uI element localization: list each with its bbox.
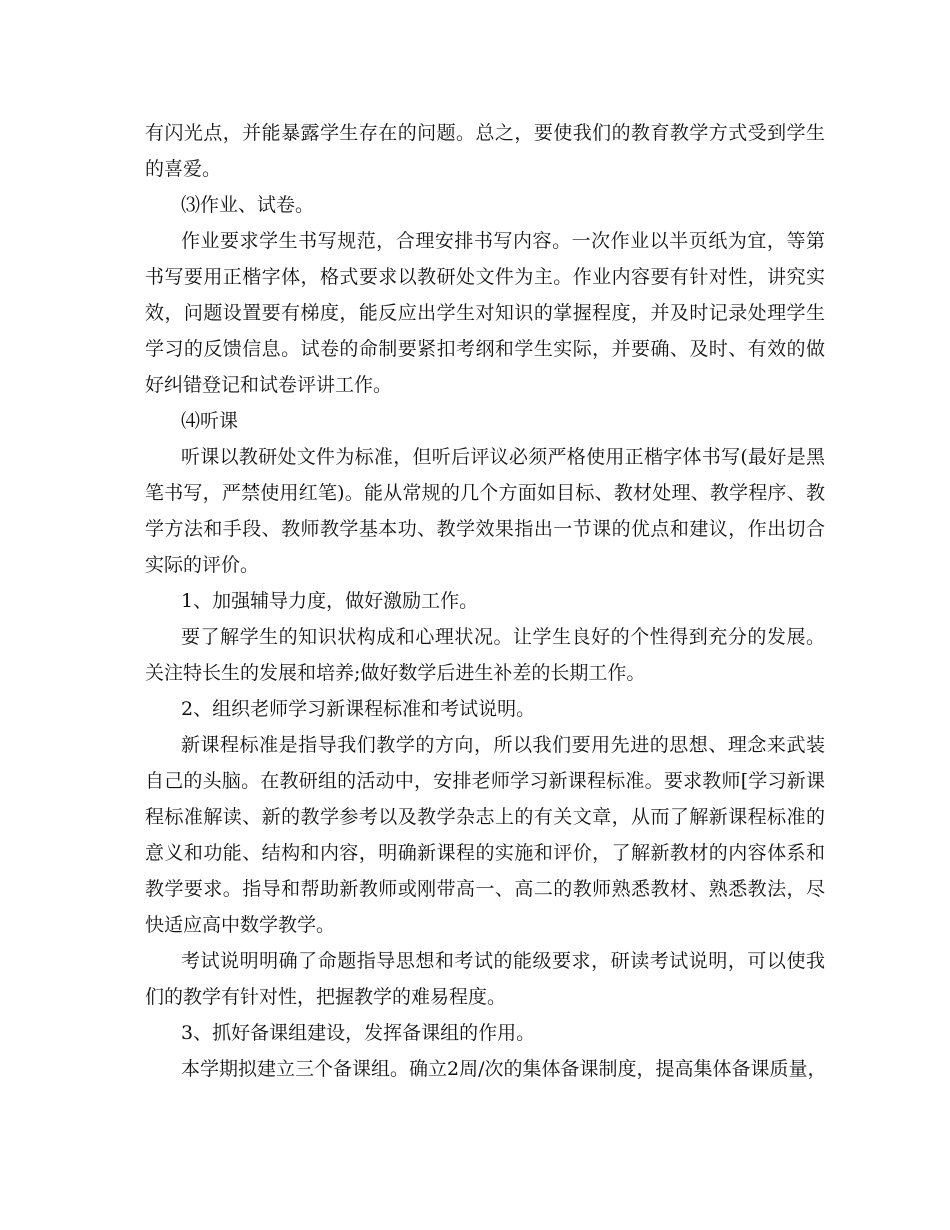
text-line: 书写要用正楷字体，格式要求以教研处文件为主。作业内容要有针对性，讲究实 (145, 266, 825, 288)
text-line: 要了解学生的知识状构成和心理状况。让学生良好的个性得到充分的发展。 (181, 626, 825, 648)
text-line: 关注特长生的发展和培养;做好数学后进生补差的长期工作。 (145, 662, 646, 684)
text-line: 意义和功能、结构和内容，明确新课程的实施和评价，了解新教材的内容体系和 (145, 842, 825, 864)
text-line: 有闪光点，并能暴露学生存在的问题。总之，要使我们的教育教学方式受到学生 (145, 122, 825, 144)
text-line: 实际的评价。 (145, 554, 260, 576)
text-line: 笔书写，严禁使用红笔)。能从常规的几个方面如目标、教材处理、教学程序、教 (145, 482, 825, 504)
document-body (145, 115, 825, 1087)
text-line: 新课程标准是指导我们教学的方向，所以我们要用先进的思想、理念来武装 (181, 734, 825, 756)
text-line: 程标准解读、新的教学参考以及教学杂志上的有关文章，从而了解新课程标准的 (145, 806, 825, 828)
text-line: 们的教学有针对性，把握教学的难易程度。 (145, 986, 507, 1008)
text-line: 1、加强辅导力度，做好激励工作。 (181, 590, 479, 612)
text-line: 好纠错登记和试卷评讲工作。 (145, 374, 393, 396)
text-line: 效，问题设置要有梯度，能反应出学生对知识的掌握程度，并及时记录处理学生 (145, 302, 825, 324)
text-line: 自己的头脑。在教研组的活动中，安排老师学习新课程标准。要求教师[学习新课 (145, 770, 825, 792)
text-line: 听课以教研处文件为标准，但听后评议必须严格使用正楷字体书写(最好是黑 (181, 446, 825, 468)
text-line: 的喜爱。 (145, 158, 222, 180)
text-line: 作业要求学生书写规范，合理安排书写内容。一次作业以半页纸为宜，等第 (181, 230, 825, 252)
text-line: 教学要求。指导和帮助新教师或刚带高一、高二的教师熟悉教材、熟悉教法，尽 (145, 878, 825, 900)
text-line: 学方法和手段、教师教学基本功、教学效果指出一节课的优点和建议，作出切合 (145, 518, 825, 540)
text-line: 本学期拟建立三个备课组。确立2周/次的集体备课制度，提高集体备课质量， (181, 1058, 827, 1080)
text-line: ⑶作业、试卷。 (181, 194, 315, 216)
text-line: 学习的反馈信息。试卷的命制要紧扣考纲和学生实际，并要确、及时、有效的做 (145, 338, 825, 360)
text-line: 3、抓好备课组建设，发挥备课组的作用。 (181, 1022, 536, 1044)
text-line: ⑷听课 (181, 410, 239, 432)
text-line: 快适应高中数学教学。 (145, 914, 336, 936)
text-line: 2、组织老师学习新课程标准和考试说明。 (181, 698, 536, 720)
text-line: 考试说明明确了命题指导思想和考试的能级要求，研读考试说明，可以使我 (181, 950, 825, 972)
